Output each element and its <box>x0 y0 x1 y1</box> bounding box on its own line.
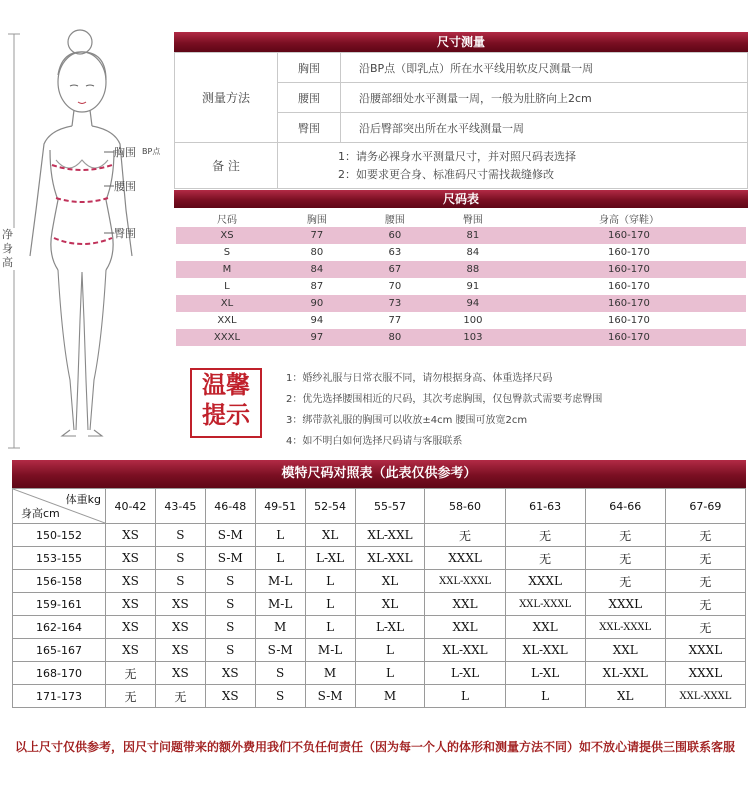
tip-item: 1：婚纱礼服与日常衣服不同，请勿根据身高、体重选择尺码 <box>286 373 553 384</box>
table-row <box>176 329 746 346</box>
size-cell: XXL-XXXL <box>505 593 585 616</box>
measure-row-name: 腰围 <box>278 83 341 113</box>
size-cell: 160-170 <box>512 295 746 312</box>
size-cell: S <box>205 616 255 639</box>
weight-header: 61-63 <box>505 489 585 524</box>
table-row <box>13 639 746 662</box>
size-cell: XXL-XXXL <box>425 570 505 593</box>
measure-row-name: 胸围 <box>278 53 341 83</box>
size-cell: XL <box>355 570 425 593</box>
size-cell: XS <box>155 593 205 616</box>
size-cell: L <box>224 281 230 292</box>
female-silhouette-icon <box>0 20 172 450</box>
size-cell: XXXL <box>425 547 505 570</box>
size-cell: XS <box>205 685 255 708</box>
size-cell: 无 <box>665 616 745 639</box>
label-bust: 胸围 <box>114 146 136 159</box>
size-cell: XXXL <box>665 639 745 662</box>
size-cell: 160-170 <box>512 261 746 278</box>
size-cell: XXXL <box>585 593 665 616</box>
size-cell: XS <box>155 639 205 662</box>
size-cell: M <box>255 616 305 639</box>
measure-title: 尺寸测量 <box>174 32 748 52</box>
size-cell: XL <box>355 593 425 616</box>
size-cell: S <box>255 662 305 685</box>
size-table <box>176 210 746 346</box>
size-cell: L <box>305 616 355 639</box>
size-header: 腰围 <box>384 215 405 226</box>
size-cell: S <box>205 570 255 593</box>
size-cell: 88 <box>434 261 512 278</box>
size-cell: M <box>305 662 355 685</box>
size-cell: L-XL <box>505 662 585 685</box>
tip-item: 3：绑带款礼服的胸围可以收放±4cm 腰围可放宽2cm <box>286 415 528 426</box>
size-cell: 无 <box>665 547 745 570</box>
size-cell: 无 <box>106 685 156 708</box>
model-table <box>12 488 746 708</box>
weight-header: 43-45 <box>155 489 205 524</box>
size-cell: 63 <box>388 247 402 258</box>
size-header: 尺码 <box>216 215 237 226</box>
size-cell: 160-170 <box>608 315 650 326</box>
size-cell: S <box>155 547 205 570</box>
size-cell: XL-XXL <box>505 639 585 662</box>
height-range-cell: 153-155 <box>13 547 106 570</box>
size-cell: S-M <box>205 524 255 547</box>
size-cell: 80 <box>356 329 434 346</box>
table-row <box>13 570 746 593</box>
height-range-cell: 168-170 <box>13 662 106 685</box>
size-cell: M <box>355 685 425 708</box>
size-cell: XL-XXL <box>355 547 425 570</box>
size-cell: XXL <box>217 315 237 326</box>
size-cell: XS <box>106 593 156 616</box>
size-cell: XS <box>106 639 156 662</box>
size-cell: 73 <box>356 295 434 312</box>
size-cell: S-M <box>205 547 255 570</box>
size-table-title: 尺码表 <box>174 190 748 208</box>
size-cell: XL <box>305 524 355 547</box>
size-cell: 160-170 <box>512 227 746 244</box>
model-table-title: 模特尺码对照表（此表仅供参考） <box>12 460 746 488</box>
size-cell: 160-170 <box>608 281 650 292</box>
size-cell: L-XL <box>305 547 355 570</box>
weight-header: 58-60 <box>425 489 505 524</box>
size-header: 身高（穿鞋） <box>598 215 659 226</box>
size-cell: XXL <box>585 639 665 662</box>
size-cell: 90 <box>278 295 356 312</box>
size-cell: XXL <box>425 593 505 616</box>
weight-label: 体重kg <box>65 493 101 506</box>
table-row <box>13 662 746 685</box>
size-cell: 100 <box>463 315 483 326</box>
size-cell: S <box>155 570 205 593</box>
size-cell: M-L <box>305 639 355 662</box>
size-cell: XL <box>176 295 278 312</box>
weight-header: 64-66 <box>585 489 665 524</box>
size-cell: L <box>505 685 585 708</box>
table-row <box>13 547 746 570</box>
size-cell: 无 <box>505 547 585 570</box>
table-row <box>176 278 746 295</box>
size-cell: L <box>355 639 425 662</box>
measure-row-name: 臀围 <box>278 113 341 143</box>
note-item: 2：如要求更合身、标准码尺寸需找裁缝修改 <box>338 167 554 181</box>
height-range-cell: 159-161 <box>13 593 106 616</box>
measure-row-desc: 沿腰部细处水平测量一周，一般为肚脐向上2cm <box>341 83 748 113</box>
size-cell: 67 <box>356 261 434 278</box>
size-cell: 77 <box>278 227 356 244</box>
size-cell: M <box>176 261 278 278</box>
size-cell: XXXL <box>176 329 278 346</box>
size-cell: 103 <box>434 329 512 346</box>
size-cell: S <box>155 524 205 547</box>
size-cell: 77 <box>388 315 402 326</box>
size-cell: S-M <box>305 685 355 708</box>
size-cell: S <box>255 685 305 708</box>
size-cell: 无 <box>585 524 665 547</box>
tip-item: 4：如不明白如何选择尺码请与客服联系 <box>286 436 463 447</box>
size-cell: 87 <box>310 281 324 292</box>
label-waist: 腰围 <box>114 180 136 193</box>
size-cell: 无 <box>505 524 585 547</box>
size-cell: 94 <box>310 315 324 326</box>
body-figure <box>0 20 172 450</box>
size-header: 臀围 <box>462 215 483 226</box>
weight-header: 49-51 <box>255 489 305 524</box>
table-row <box>176 261 746 278</box>
size-cell: XL-XXL <box>425 639 505 662</box>
size-cell: 无 <box>665 524 745 547</box>
weight-header: 67-69 <box>665 489 745 524</box>
tip-item: 2：优先选择腰围相近的尺码，其次考虑胸围，仅包臀款式需要考虑臀围 <box>286 394 603 405</box>
size-cell: 70 <box>388 281 402 292</box>
size-cell: XS <box>205 662 255 685</box>
weight-header: 46-48 <box>205 489 255 524</box>
size-cell: 160-170 <box>512 329 746 346</box>
size-cell: 91 <box>466 281 480 292</box>
model-corner-cell <box>13 489 106 524</box>
size-cell: L-XL <box>355 616 425 639</box>
size-cell: 60 <box>356 227 434 244</box>
weight-header: 52-54 <box>305 489 355 524</box>
height-range-cell: 171-173 <box>13 685 106 708</box>
size-cell: XL-XXL <box>355 524 425 547</box>
size-cell: 无 <box>665 593 745 616</box>
tips-badge-line1: 温馨 <box>202 370 250 399</box>
size-cell: M-L <box>255 593 305 616</box>
notes-label: 备 注 <box>175 143 278 189</box>
table-row <box>176 312 746 329</box>
note-item: 1：请务必裸身水平测量尺寸，并对照尺码表选择 <box>338 149 576 163</box>
height-range-cell: 156-158 <box>13 570 106 593</box>
size-cell: XS <box>106 570 156 593</box>
size-cell: XS <box>106 524 156 547</box>
size-cell: 无 <box>585 570 665 593</box>
tips-badge-line2: 提示 <box>202 400 250 429</box>
size-cell: XS <box>106 547 156 570</box>
size-cell: 81 <box>434 227 512 244</box>
measure-method-label: 测量方法 <box>175 53 278 143</box>
size-cell: L <box>305 593 355 616</box>
size-cell: XL-XXL <box>585 662 665 685</box>
size-cell: 84 <box>278 261 356 278</box>
footer-disclaimer: 以上尺寸仅供参考，因尺寸问题带来的额外费用我们不负任何责任（因为每一个人的体形和测量方法不同）如不放心请提供三围联系客服 <box>14 740 735 754</box>
table-row <box>176 227 746 244</box>
label-height: 净身高 <box>2 228 16 270</box>
size-cell: XXL <box>505 616 585 639</box>
tips-badge <box>190 368 262 438</box>
size-cell: XS <box>155 616 205 639</box>
table-row <box>176 295 746 312</box>
size-cell: 160-170 <box>608 247 650 258</box>
size-cell: S-M <box>255 639 305 662</box>
size-cell: XS <box>155 662 205 685</box>
size-cell: S <box>205 593 255 616</box>
size-cell: XL <box>585 685 665 708</box>
label-bp: BP点 <box>142 147 161 156</box>
size-cell: XS <box>176 227 278 244</box>
size-cell: S <box>223 247 231 258</box>
size-cell: 94 <box>434 295 512 312</box>
size-cell: XXL-XXXL <box>585 616 665 639</box>
height-range-cell: 150-152 <box>13 524 106 547</box>
size-cell: L <box>255 524 305 547</box>
size-cell: XXL <box>425 616 505 639</box>
size-cell: XS <box>106 616 156 639</box>
table-row <box>13 593 746 616</box>
size-cell: L-XL <box>425 662 505 685</box>
size-cell: L <box>305 570 355 593</box>
size-cell: S <box>205 639 255 662</box>
size-cell: 无 <box>155 685 205 708</box>
measure-table <box>174 52 748 189</box>
size-cell: L <box>355 662 425 685</box>
table-row <box>13 524 746 547</box>
measure-row-desc: 沿BP点（即乳点）所在水平线用软皮尺测量一周 <box>341 53 748 83</box>
height-range-cell: 162-164 <box>13 616 106 639</box>
tips-list <box>286 368 746 452</box>
size-cell: XXL-XXXL <box>665 685 745 708</box>
weight-header: 55-57 <box>355 489 425 524</box>
size-cell: 无 <box>106 662 156 685</box>
size-cell: M-L <box>255 570 305 593</box>
size-cell: L <box>425 685 505 708</box>
size-cell: 无 <box>425 524 505 547</box>
table-row <box>176 244 746 261</box>
size-cell: 无 <box>585 547 665 570</box>
table-row <box>13 616 746 639</box>
size-cell: XXXL <box>665 662 745 685</box>
weight-header: 40-42 <box>106 489 156 524</box>
table-row <box>13 685 746 708</box>
label-hip: 臀围 <box>114 227 136 240</box>
height-range-cell: 165-167 <box>13 639 106 662</box>
size-cell: 无 <box>665 570 745 593</box>
measure-row-desc: 沿后臀部突出所在水平线测量一周 <box>341 113 748 143</box>
size-cell: XXXL <box>505 570 585 593</box>
size-cell: L <box>255 547 305 570</box>
size-cell: 84 <box>466 247 480 258</box>
height-label: 身高cm <box>21 507 60 520</box>
size-header: 胸围 <box>306 215 327 226</box>
size-cell: 97 <box>278 329 356 346</box>
size-cell: 80 <box>310 247 324 258</box>
